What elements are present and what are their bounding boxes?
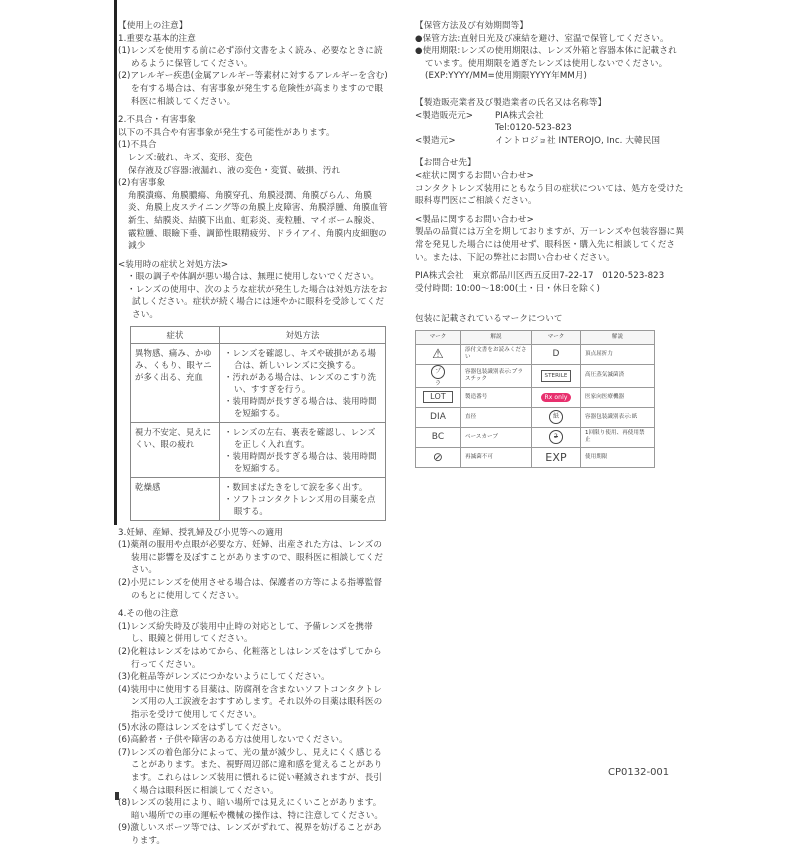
action: ・レンズを確認し、キズや破損がある場合は、新しいレンズに交換する。 (224, 347, 376, 370)
paragraph: 以下の不具合や有害事象が発生する可能性があります。 (118, 127, 335, 138)
warning-icon: ⚠ (416, 344, 461, 364)
list-item: (6)高齢者・子供や障害のある方は使用しないでください。 (118, 735, 348, 746)
action-cell (220, 343, 386, 422)
table-header: 症状 (131, 326, 220, 343)
rx-only-icon: Rx only (541, 393, 570, 402)
table-row (416, 344, 655, 364)
seller-tel: Tel:0120-523-823 (495, 123, 572, 134)
seller-name: PIA株式会社 (495, 110, 544, 121)
table-row (131, 343, 386, 422)
document-code: CP0132-001 (608, 767, 670, 778)
label: <製造販売元> (415, 110, 474, 121)
table-row (131, 477, 386, 520)
description: 製造番号 (461, 387, 532, 407)
exp-note: (EXP:YYYY/MM=使用期限YYYY年MM月) (425, 71, 588, 82)
list-item: 保存液及び容器:液漏れ、液の変色・変質、破損、汚れ (128, 165, 341, 176)
description: 高圧蒸気滅菌済 (581, 364, 655, 387)
paragraph: 製品の品質には万全を期しておりますが、万一レンズや包装容器に異常を発見した場合には使用せず、眼科医・購入先に相談してください。または、下記の弊社にお問い合わせください。 (415, 227, 685, 263)
base-curve-mark: BC (416, 427, 461, 447)
marks-table (415, 330, 655, 468)
list-item: (5)水泳の際はレンズをはずしてください。 (118, 722, 287, 733)
sub-heading: <製品に関するお問い合わせ> (415, 214, 534, 225)
label: <製造元> (415, 135, 456, 146)
action-cell (220, 422, 386, 477)
sub-heading: (1)不具合 (118, 140, 157, 151)
description: ベースカーブ (461, 427, 532, 447)
description: 添付文書をお読みください (461, 344, 532, 364)
expiry-mark: EXP (532, 447, 581, 467)
section-heading: 2.不具合・有害事象 (118, 115, 196, 126)
table-row (416, 427, 655, 447)
list-item: (1)レンズを使用する前に必ず添付文書をよく読み、必要なときに読めるように保管してください。 (118, 46, 383, 69)
action: ・装用時間が長すぎる場合は、装用時間を短縮する。 (224, 395, 377, 418)
precautions-column (118, 20, 388, 848)
action: ・装用時間が長すぎる場合は、装用時間を短縮する。 (224, 450, 377, 473)
description: 医家向医療機器 (581, 387, 655, 407)
list-item: (7)レンズの着色部分によって、光の量が減少し、見えにくく感じることがあります。また、視野周辺部に違和感を覚えることがあります。これらはレンズ装用に慣れるに従い軽減されますが、長引く場合は眼科医に相談してください。 (118, 747, 383, 796)
table-row (416, 447, 655, 467)
table-row (416, 364, 655, 387)
description: 再滅菌不可 (461, 447, 532, 467)
description: 頂点屈折力 (581, 344, 655, 364)
business-hours: 受付時間: 10:00〜18:00(土・日・休日を除く) (415, 283, 600, 294)
action: ・汚れがある場合は、レンズのこすり洗い、すすぎを行う。 (224, 371, 377, 394)
scan-edge-line (114, 0, 117, 525)
action: ・数回まばたきをして涙を多く出す。 (224, 481, 368, 492)
do-not-resterilize-icon: ⊘ (416, 447, 461, 467)
list-item: ・眼の調子や体調が悪い場合は、無理に使用しないでください。 (127, 272, 380, 283)
paragraph: 角膜潰瘍、角膜膿瘍、角膜穿孔、角膜浸潤、角膜びらん、角膜炎、角膜上皮ステイニング等の角膜上皮障害、角膜浮腫、角膜血管新生、結膜炎、結膜下出血、虹彩炎、麦粒腫、マイボーム腺炎、霰粒腫、眼瞼下垂、調節性眼精疲労、ドライアイ、角膜内皮細胞の減少 (128, 190, 388, 252)
diopter-mark: D (532, 344, 581, 364)
lot-mark: LOT (423, 391, 453, 403)
description: 使用期限 (581, 447, 655, 467)
plastic-recycle-icon: プラ (431, 365, 445, 379)
list-item: (2)化粧はレンズをはめてから、化粧落としはレンズをはずしてから行ってください。 (118, 647, 382, 670)
list-item: (2)アレルギー疾患(金属アレルギー等素材に対するアレルギーを含む)を有する場合は、有害事象が発生する危険性が高まりますので眼科医に相談してください。 (118, 71, 388, 107)
list-item: ●保管方法:直射日光及び凍結を避け、室温で保管してください。 (415, 33, 669, 44)
list-item: (2)小児にレンズを使用させる場合は、保護者の方等による指導監督のもとに使用してください。 (118, 578, 383, 601)
section-title: 【製造販売業者及び製造業者の氏名又は名称等】 (415, 97, 607, 108)
symptom-cell: 乾燥感 (131, 477, 220, 520)
description: 容器包装識別表示:紙 (581, 407, 655, 427)
company-contact: PIA株式会社 東京都品川区西五反田7-22-17 0120-523-823 (415, 271, 665, 282)
table-header: 対処方法 (220, 326, 386, 343)
table-header: 解説 (461, 330, 532, 344)
manufacturer-row (415, 135, 685, 148)
symptom-cell: 異物感、痛み、かゆみ、くもり、眼ヤニが多く出る、充血 (131, 343, 220, 422)
diameter-mark: DIA (416, 407, 461, 427)
sub-heading: <装用時の症状と対処方法> (118, 259, 229, 270)
marks-title: 包装に記載されているマークについて (415, 314, 563, 325)
list-item: (8)レンズの装用により、暗い場所では見えにくいことがあります。暗い場所での車の運転や機械の操作は、特に注意してください。 (118, 798, 384, 821)
paper-recycle-icon: 紙 (549, 410, 563, 424)
info-column (415, 20, 685, 468)
section-title: 【使用上の注意】 (118, 21, 188, 31)
list-item: (1)薬剤の服用や点眼が必要な方、妊婦、出産された方は、レンズの装用に影響を及ぼすことがありますので、眼科医に相談してください。 (118, 540, 383, 576)
list-item: ●使用期限:レンズの使用期限は、レンズ外箱と容器本体に記載されています。使用期限を過ぎたレンズは使用しないでください。 (415, 46, 677, 69)
section-heading: 3.妊婦、産婦、授乳婦及び小児等への適用 (118, 527, 283, 538)
sterile-mark: STERILE (541, 370, 570, 382)
section-title: 【お問合せ先】 (415, 158, 476, 169)
table-row (131, 422, 386, 477)
list-item: (3)化粧品等がレンズにつかないようにしてください。 (118, 672, 330, 683)
action-cell (220, 477, 386, 520)
table-row (416, 407, 655, 427)
table-header: 解説 (581, 330, 655, 344)
table-row (416, 387, 655, 407)
description: 1回限り使用、再使用禁止 (581, 427, 655, 447)
section-heading: 1.重要な基本的注意 (118, 33, 196, 44)
do-not-reuse-icon: 2 (549, 430, 563, 444)
seller-row (415, 110, 685, 123)
section-heading: 4.その他の注意 (118, 609, 179, 620)
symptom-table (130, 326, 386, 521)
symptom-cell: 視力不安定、見えにくい、眼の疲れ (131, 422, 220, 477)
description: 直径 (461, 407, 532, 427)
list-item: レンズ:破れ、キズ、変形、変色 (128, 152, 253, 163)
action: ・レンズの左右、裏表を確認し、レンズを正しく入れ直す。 (224, 426, 376, 449)
list-item: (4)装用中に使用する目薬は、防腐剤を含まないソフトコンタクトレンズ用の人工涙液をおすすめします。それ以外の目薬は眼科医の指示を受けて使用してください。 (118, 684, 383, 720)
list-item: ・レンズの使用中、次のような症状が発生した場合は対処方法をお試しください。症状が続く場合には速やかに眼科を受診してください。 (127, 284, 388, 321)
sub-heading: <症状に関するお問い合わせ> (415, 170, 534, 181)
manufacturer-name: イントロジョ社 INTEROJO, Inc. 大韓民国 (495, 135, 661, 146)
sub-heading: (2)有害事象 (118, 178, 166, 189)
table-header: マーク (532, 330, 581, 344)
action: ・ソフトコンタクトレンズ用の目薬を点眼する。 (224, 493, 376, 516)
table-header: マーク (416, 330, 461, 344)
paragraph: コンタクトレンズ装用にともなう目の症状については、処方を受けた眼科専門医にご相談ください。 (415, 183, 684, 207)
description: 容器包装識別表示:プラスチック (461, 364, 532, 387)
list-item: (9)激しいスポーツ等では、レンズがずれて、視界を妨げることがあります。 (118, 823, 382, 846)
list-item: (1)レンズ紛失時及び装用中止時の対応として、予備レンズを携帯し、眼鏡と併用してください。 (118, 621, 373, 645)
section-title: 【保管方法及び有効期間等】 (415, 21, 529, 31)
